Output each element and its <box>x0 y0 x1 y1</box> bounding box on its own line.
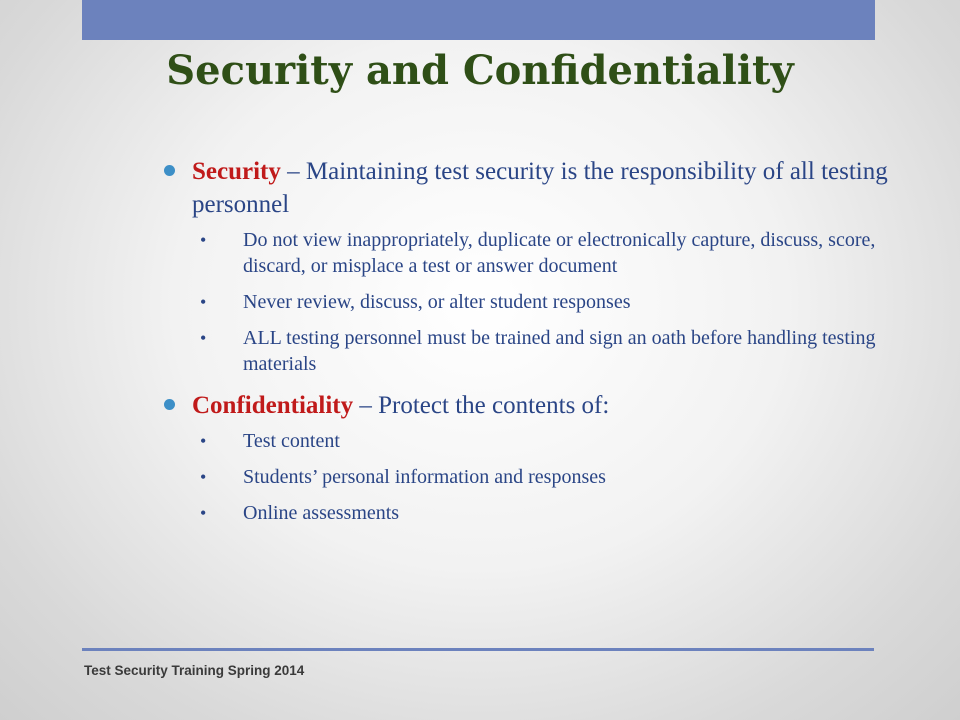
sub-bullet-text: Never review, discuss, or alter student responses <box>243 291 631 313</box>
sub-bullet <box>162 464 902 490</box>
dot-bullet-icon: • <box>200 431 207 451</box>
security-description: Maintaining test security is the responsibility of all testing personnel <box>192 158 888 218</box>
sub-bullet <box>162 325 902 377</box>
sub-bullet-text: Test content <box>243 430 340 452</box>
dot-bullet-icon: • <box>200 328 207 348</box>
confidentiality-description: Protect the contents of: <box>378 392 610 419</box>
sub-bullet <box>162 500 902 526</box>
sub-bullet <box>162 428 902 454</box>
term-separator: – <box>280 158 306 185</box>
bullet-security <box>162 155 902 221</box>
sub-bullet-text: Online assessments <box>243 502 400 524</box>
sub-bullet <box>162 227 902 279</box>
dot-bullet-icon: • <box>200 230 207 250</box>
sub-bullet-text: Do not view inappropriately, duplicate or electronically capture, discuss, score, discard, or misplace a test or answer document <box>243 229 876 277</box>
circle-bullet-icon <box>164 165 175 176</box>
term-separator: – <box>353 392 379 419</box>
bullet-confidentiality <box>162 389 902 422</box>
sub-bullet-text: ALL testing personnel must be trained and sign an oath before handling testing materials <box>243 327 876 375</box>
slide-content <box>162 155 902 526</box>
footer-text: Test Security Training Spring 2014 <box>84 663 305 678</box>
term-security: Security <box>192 158 281 185</box>
sub-bullet-text: Students’ personal information and responses <box>243 466 606 488</box>
circle-bullet-icon <box>164 399 175 410</box>
dot-bullet-icon: • <box>200 467 207 487</box>
sub-bullet <box>162 289 902 315</box>
footer-divider <box>82 648 874 651</box>
dot-bullet-icon: • <box>200 503 207 523</box>
dot-bullet-icon: • <box>200 292 207 312</box>
slide-title: Security and Confidentiality <box>166 47 794 94</box>
term-confidentiality: Confidentiality <box>192 392 354 419</box>
top-accent-bar <box>82 0 875 40</box>
